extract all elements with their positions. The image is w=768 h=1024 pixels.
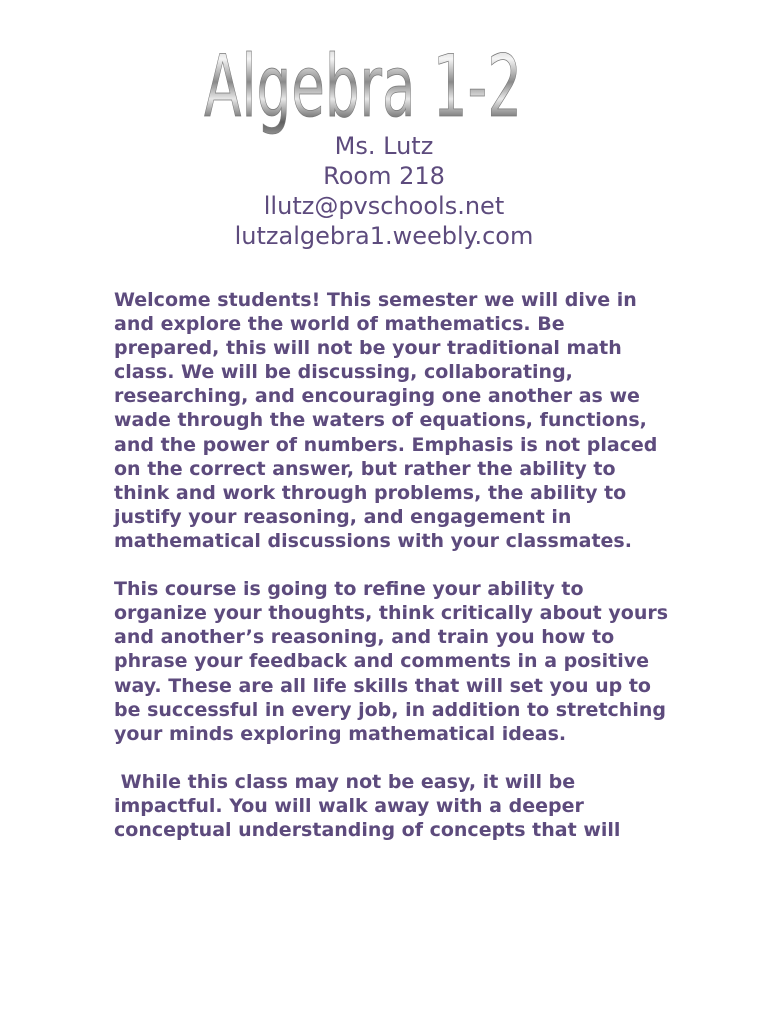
website-address: lutzalgebra1.weebly.com (234, 222, 534, 250)
title-text: Algebra 1-2 (203, 37, 522, 137)
body-text (114, 288, 674, 842)
paragraph-course-goals: This course is going to refine your ability to organize your thoughts, think critically about yours and another’s reasoning, and train you how to phrase your feedback and comments in a positive way. These are all life skills that will set you up to be successful in every job, in addition to stretching your minds exploring mathematical ideas. (114, 578, 675, 745)
paragraph-closing: While this class may not be easy, it will be impactful. You will walk away with a deeper conceptual understanding of concepts that will (114, 770, 621, 842)
title-wordart-graphic (198, 37, 528, 137)
paragraph-welcome: Welcome students! This semester we will dive in and explore the world of mathematics. Be prepared, this will not be your traditional math class. We will be discussing, collaborating, researching, and encouraging one another as we wade through the waters of equations, functions, and the power of numbers. Emphasis is not placed on the correct answer, but rather the ability to think and work through problems, the ability to justify your reasoning, and engagement in mathematical discussions with your classmates. (114, 289, 665, 552)
teacher-name: Ms. Lutz (334, 132, 434, 160)
contact-block (0, 131, 768, 251)
email-address: llutz@pvschools.net (263, 192, 505, 220)
title-wordart (0, 37, 725, 138)
room-number: Room 218 (323, 162, 445, 190)
